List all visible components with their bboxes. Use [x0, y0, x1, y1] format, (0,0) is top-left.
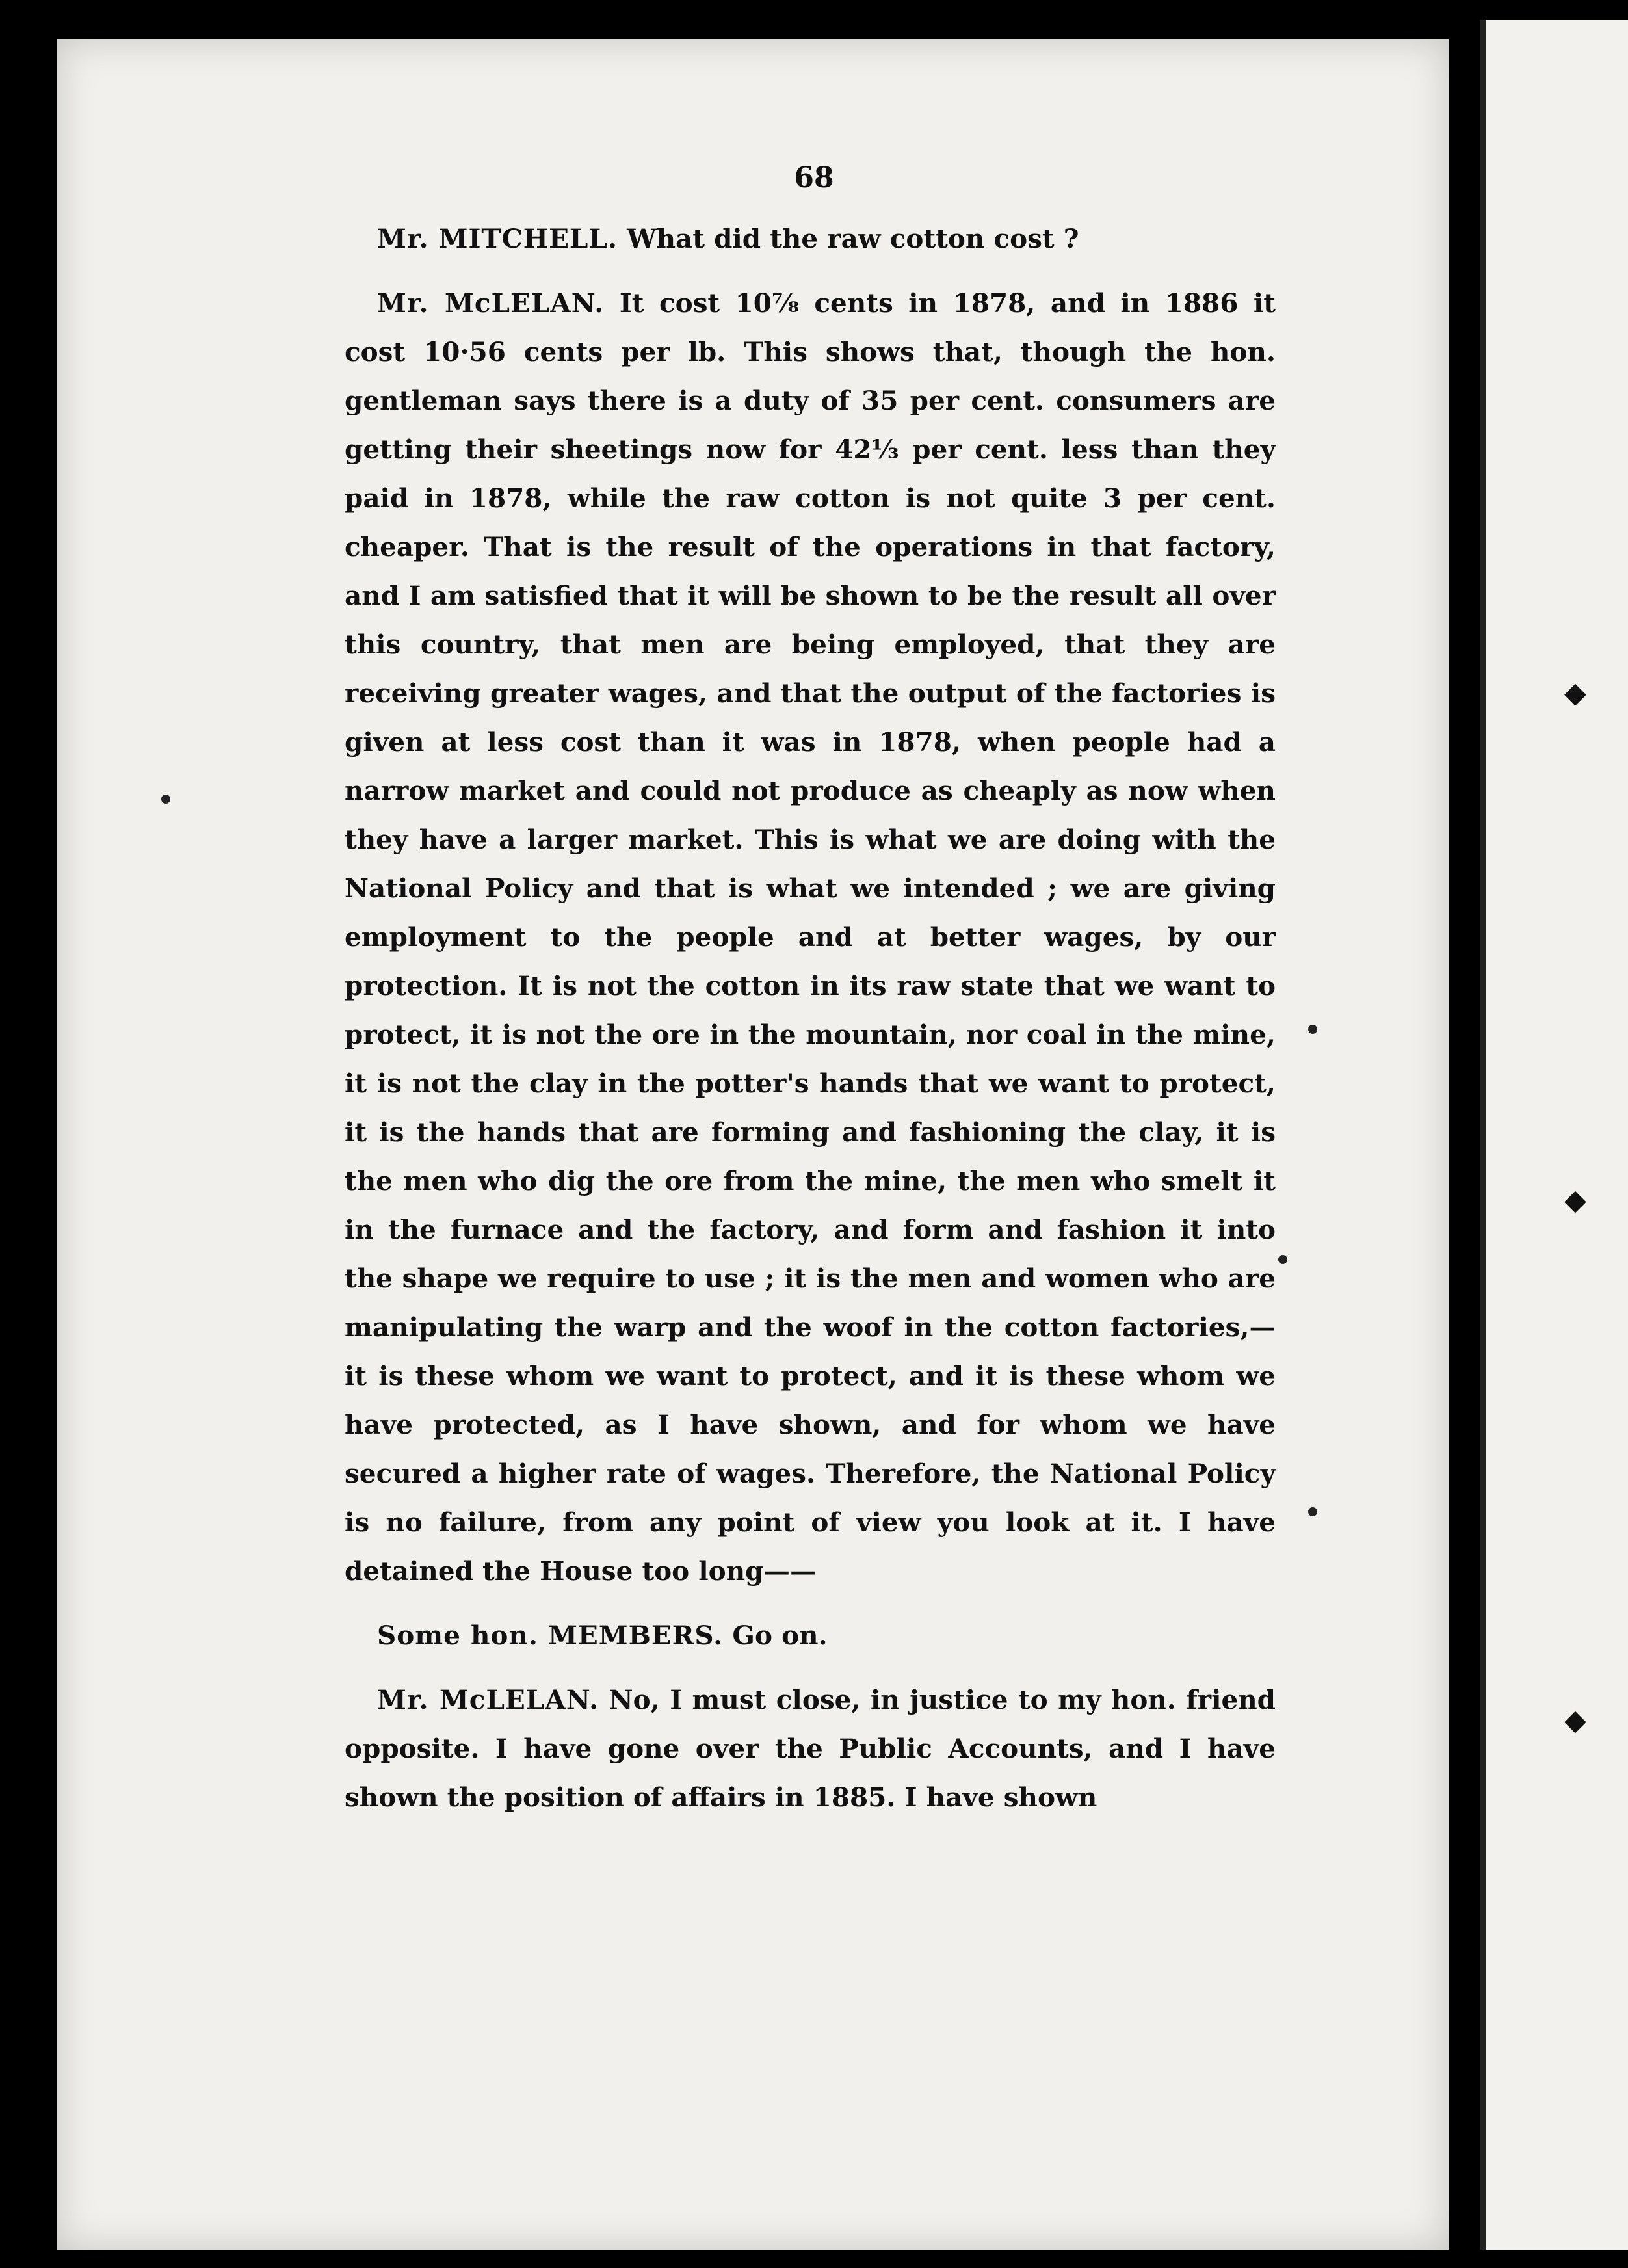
- speck: [161, 795, 170, 804]
- paragraph: [345, 1676, 1276, 1822]
- paragraph-text: What did the raw cotton cost ?: [627, 223, 1079, 254]
- page-number: 68: [794, 161, 834, 194]
- body-text: [345, 215, 1276, 1838]
- paragraph: [345, 215, 1276, 263]
- speck: [1278, 1255, 1287, 1264]
- show-through-mark: ◆: [1564, 1183, 1586, 1217]
- speck: [1308, 1507, 1317, 1516]
- show-through-mark: ◆: [1564, 676, 1586, 709]
- paragraph-text: Go on.: [732, 1620, 828, 1651]
- speaker-name: Some hon. MEMBERS.: [377, 1620, 724, 1651]
- speaker-name: Mr. MITCHELL.: [377, 223, 618, 254]
- speaker-name: Mr. McLELAN.: [377, 1684, 599, 1715]
- paragraph: [345, 279, 1276, 1596]
- speaker-name: Mr. McLELAN.: [377, 287, 605, 319]
- paragraph-text: No, I must close, in justice to my hon. friend opposite. I have gone over the Public Accounts, and I have shown the position of affairs in 1885. I have shown: [345, 1684, 1276, 1813]
- paragraph-text: It cost 10⅞ cents in 1878, and in 1886 it cost 10·56 cents per lb. This shows that, though the hon. gentleman says there is a duty of 35 per cent. consumers are getting their sheetings now for 42⅓ per cent. less than they paid in 1878, while the raw cotton is not quite 3 per cent. cheaper. That is the result of the operations in that factory, and I am satisfied that it will be shown to be the result all over this country, that men are being employed, that they are receiving greater wages, and that the output of the factories is given at less cost than it was in 1878, when people had a narrow market and could not produce as cheaply as now when they have a larger market. This is what we are doing with the National Policy and that is what we intended ; we are giving employment to the people and at better wages, by our protection. It is not the cotton in its raw state that we want to protect, it is not the ore in the mountain, nor coal in the mine, it is not the clay in the potter's hands that we want to protect, it is the hands that are forming and fashioning the clay, it is the men who dig the ore from the mine, the men who smelt it in the furnace and the factory, and form and fashion it into the shape we require to use ; it is the men and women who are manipulating the warp and the woof in the cotton factories,—it is these whom we want to protect, and it is these whom we have protected, as I have shown, and for whom we have secured a higher rate of wages. Therefore, the National Policy is no failure, from any point of view you look at it. I have detained the House too long——: [345, 287, 1276, 1587]
- paragraph: [345, 1611, 1276, 1660]
- show-through-mark: ◆: [1564, 1704, 1586, 1737]
- adjacent-page-edge: [1480, 20, 1628, 2250]
- speck: [1308, 1025, 1317, 1034]
